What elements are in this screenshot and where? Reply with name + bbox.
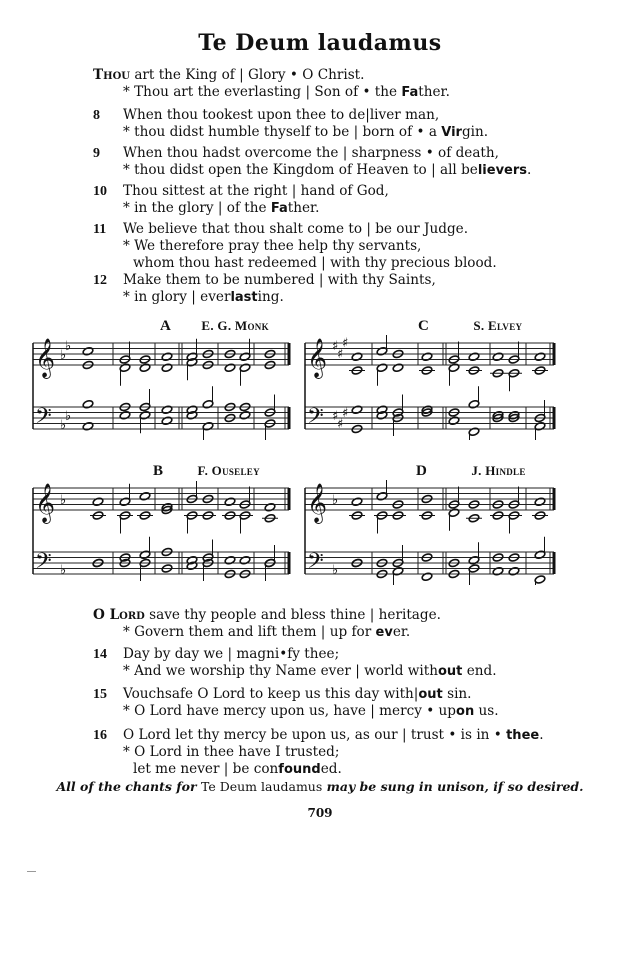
verse-11 [93, 221, 563, 272]
chant-letter: C [418, 318, 429, 334]
svg-text:♯: ♯ [332, 339, 339, 354]
verse-line: * thou didst open the Kingdom of Heaven to | all believers. [123, 162, 532, 178]
verse-line: * O Lord have mercy upon us, have | mercy • upon us. [123, 703, 499, 719]
stressed-syllable: found [278, 762, 321, 777]
verse-line: * We therefore pray thee help thy servants, [123, 238, 422, 254]
verse-line: whom thou hast redeemed | with thy precious blood. [133, 255, 497, 271]
verse-8 [93, 107, 563, 141]
verse-line: When thou hadst overcome the | sharpness • of death, [123, 145, 499, 161]
verse-lead [93, 607, 563, 641]
chant-a-header [160, 318, 269, 335]
footnote [0, 779, 640, 794]
svg-text:𝄢: 𝄢 [35, 549, 52, 579]
verse-9 [93, 145, 563, 179]
chant-d-score [302, 480, 560, 585]
svg-text:♯: ♯ [337, 347, 344, 362]
page-title: Te Deum laudamus [198, 30, 442, 56]
verse-lead [93, 67, 563, 101]
page-number: 709 [307, 806, 333, 820]
svg-text:𝄞: 𝄞 [35, 338, 56, 378]
stressed-syllable: Fa [401, 85, 419, 100]
verse-16 [93, 727, 563, 778]
verse-line: Vouchsafe O Lord to keep us this day with|out sin. [123, 686, 472, 702]
verse-number: 14 [93, 647, 107, 662]
verse-14 [93, 646, 563, 680]
chant-composer: F. Ouseley [197, 463, 260, 478]
footnote-pre: All of the chants for [56, 779, 201, 794]
chant-b-score [30, 480, 295, 585]
chant-composer: S. Elvey [473, 318, 523, 333]
verse-line: O Lord save thy people and bless thine | heritage. [93, 607, 441, 623]
svg-text:♭: ♭ [65, 339, 72, 354]
chant-letter: D [416, 463, 427, 479]
chant-composer: J. Hindle [471, 463, 526, 478]
verse-line: * Thou art the everlasting | Son of • the Father. [123, 84, 450, 100]
chant-c-score [302, 335, 560, 440]
stressed-syllable: out [438, 664, 463, 679]
stressed-syllable: ev [375, 625, 393, 640]
verse-number: 16 [93, 728, 107, 743]
svg-text:♯: ♯ [337, 417, 344, 432]
svg-text:♭: ♭ [60, 418, 67, 433]
svg-text:♭: ♭ [60, 563, 67, 578]
verse-number: 9 [93, 146, 100, 161]
stressed-syllable: out [418, 687, 443, 702]
verse-line: We believe that thou shalt come to | be our Judge. [123, 221, 469, 237]
verse-lead-word: O Lord [93, 607, 145, 623]
stressed-syllable: Vir [441, 125, 462, 140]
verse-number: 12 [93, 273, 107, 288]
verse-number: 10 [93, 184, 107, 199]
footnote-title: Te Deum laudamus [200, 779, 323, 794]
svg-text:𝄞: 𝄞 [307, 338, 328, 378]
stressed-syllable: thee [506, 728, 540, 743]
verse-line: Day by day we | magni•fy thee; [123, 646, 340, 662]
svg-text:♯: ♯ [332, 409, 339, 424]
svg-text:♭: ♭ [60, 348, 67, 363]
svg-text:𝄢: 𝄢 [307, 404, 324, 434]
verse-number: 8 [93, 108, 100, 123]
verse-line: * in the glory | of the Father. [123, 200, 320, 216]
stressed-syllable: on [456, 704, 475, 719]
svg-text:♭: ♭ [332, 493, 339, 508]
svg-text:♭: ♭ [60, 493, 67, 508]
verse-line: Thou art the King of | Glory • O Christ. [93, 67, 365, 83]
stressed-syllable: lievers [477, 163, 528, 178]
verse-number: 11 [93, 222, 107, 237]
verse-line: O Lord let thy mercy be upon us, as our | trust • is in • thee. [123, 727, 544, 743]
svg-text:♯: ♯ [342, 336, 349, 351]
scan-speck [27, 871, 36, 872]
chant-letter: A [160, 318, 171, 334]
svg-text:♯: ♯ [342, 406, 349, 421]
footnote-post: may be sung in unison, if so desired. [322, 779, 584, 794]
verse-line: When thou tookest upon thee to de|liver man, [123, 107, 440, 123]
verse-15 [93, 686, 563, 720]
chant-c-header [418, 318, 522, 335]
chant-d-header [416, 463, 526, 480]
verse-lead-word: Thou [93, 67, 130, 83]
verse-line: * in glory | everlasting. [123, 289, 284, 305]
stressed-syllable: Fa [270, 201, 288, 216]
chant-composer: E. G. Monk [201, 318, 269, 333]
svg-text:𝄢: 𝄢 [307, 549, 324, 579]
svg-text:𝄞: 𝄞 [35, 483, 56, 523]
chant-letter: B [153, 463, 164, 479]
verse-line: Make them to be numbered | with thy Saints, [123, 272, 436, 288]
svg-text:𝄞: 𝄞 [307, 483, 328, 523]
verse-line: * Govern them and lift them | up for ever. [123, 624, 411, 640]
svg-text:♭: ♭ [332, 563, 339, 578]
verse-10 [93, 183, 563, 217]
stressed-syllable: last [230, 290, 258, 305]
svg-text:𝄢: 𝄢 [35, 404, 52, 434]
verse-line: * And we worship thy Name ever | world without end. [123, 663, 497, 679]
verse-line: * O Lord in thee have I trusted; [123, 744, 340, 760]
verse-line: * thou didst humble thyself to be | born of • a Virgin. [123, 124, 489, 140]
verse-line: let me never | be confounded. [133, 761, 342, 777]
verse-number: 15 [93, 687, 107, 702]
verse-12 [93, 272, 563, 306]
chant-a-score [30, 335, 295, 440]
chant-b-header [153, 463, 260, 480]
svg-text:♭: ♭ [65, 409, 72, 424]
verse-line: Thou sittest at the right | hand of God, [123, 183, 389, 199]
